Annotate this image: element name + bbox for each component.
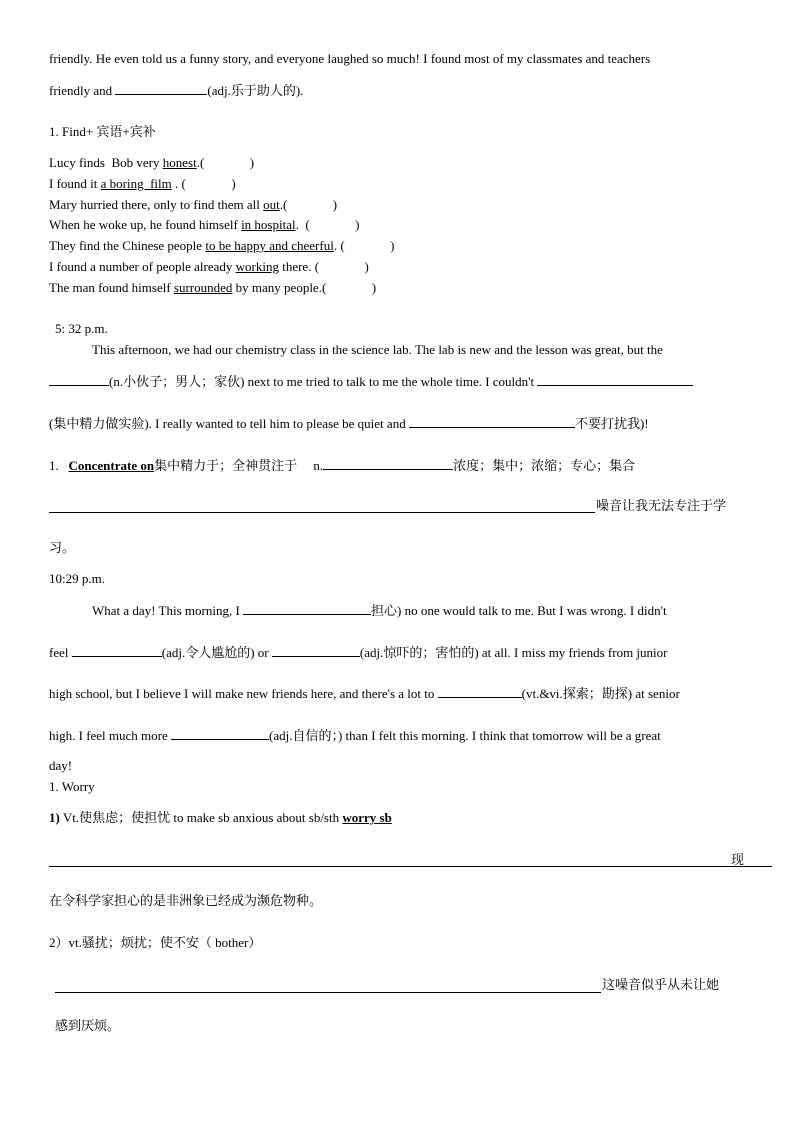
blank-frightened[interactable] (272, 644, 360, 657)
text: high school, but I believe I will make new friends here, and there's a lot to (49, 686, 435, 701)
example-text: The man found himself (49, 279, 174, 295)
blank-confident[interactable] (171, 727, 269, 740)
blank-concentration[interactable] (323, 457, 453, 470)
keyword-worry-sb: worry sb (342, 810, 392, 825)
item-number: 1. (49, 458, 59, 473)
find-example (49, 176, 236, 192)
concentrate-line (49, 457, 635, 474)
answer-bracket[interactable]: there. ( ) (278, 259, 369, 274)
text: (adj.令人尴尬的) or (161, 645, 269, 660)
entry-time-1029: 10:29 p.m. (49, 571, 105, 586)
object-complement: in hospital (241, 217, 296, 233)
example-text: When he woke up, he found himself (49, 217, 242, 233)
object-complement: to be happy and cheerful (205, 238, 334, 254)
find-example (49, 280, 376, 296)
entry2-line-1: This afternoon, we had our chemistry class in the science lab. The lab is new and the lesson was great, but the (92, 342, 663, 357)
answer-bracket[interactable]: . ( ) (295, 217, 360, 233)
entry2-line-2 (49, 373, 693, 390)
blank-guy[interactable] (49, 373, 109, 386)
translation-prompt-3: 这噪音似乎从未让她 (602, 977, 720, 992)
text: (集中精力做实验). I really wanted to tell him to please be quiet and (49, 416, 406, 431)
example-text: They find the Chinese people (49, 238, 206, 254)
translation-line-2[interactable] (49, 866, 772, 867)
object-complement: honest (162, 155, 197, 170)
answer-bracket[interactable]: by many people.( ) (232, 279, 377, 295)
text: (adj.自信的；) than I felt this morning. I think that tomorrow will be a great (269, 728, 661, 743)
text: 不要打扰我)! (574, 416, 649, 431)
text: What a day! This morning, I (92, 603, 240, 618)
find-heading: 1. Find+ 宾语+宾补 (49, 124, 156, 139)
translation-prompt-1-cont: 习。 (49, 540, 76, 555)
translation-line-1[interactable] (49, 512, 595, 513)
worry-def-1 (49, 810, 392, 826)
blank-embarrassing[interactable] (72, 644, 162, 657)
translation-prompt-1: 噪音让我无法专注于学 (596, 498, 727, 513)
def-text: Vt.使焦虑；使担忧 to make sb anxious about sb/sth (59, 810, 343, 825)
find-example (49, 238, 395, 254)
object-complement: surrounded (173, 279, 233, 295)
text: feel (49, 645, 69, 660)
answer-bracket[interactable]: .( ) (279, 196, 338, 212)
paragraph-line-1: friendly. He even told us a funny story, and everyone laughed so much! I found most of my classmates and teachers (49, 51, 651, 66)
find-example (49, 197, 337, 213)
blank-helpful[interactable] (115, 82, 207, 95)
object-complement: out (263, 196, 280, 212)
text: high. I feel much more (49, 728, 168, 743)
example-text: Mary hurried there, only to find them all (49, 196, 264, 212)
answer-bracket[interactable]: .( ) (196, 155, 255, 170)
hint: (adj.乐于助人的). (207, 83, 304, 98)
blank-worried[interactable] (243, 602, 371, 615)
translation-prompt-3-cont: 感到厌烦。 (55, 1018, 121, 1033)
entry3-line-4 (49, 727, 661, 744)
paragraph-line-2 (49, 82, 303, 99)
entry3-line-1 (92, 602, 667, 619)
example-text: Lucy finds Bob very (49, 155, 163, 170)
def-number: 1) (49, 810, 60, 825)
entry2-line-3 (49, 415, 649, 432)
blank-dont-disturb[interactable] (409, 415, 575, 428)
noun-meaning: 浓度；集中；浓缩；专心；集合 (453, 458, 636, 473)
entry-time-532: 5: 32 p.m. (55, 321, 108, 336)
object-complement: a boring film (100, 175, 172, 191)
find-example (49, 217, 360, 233)
entry3-line-3 (49, 685, 680, 702)
entry3-line-2 (49, 644, 667, 661)
find-example (49, 259, 369, 275)
worry-heading: 1. Worry (49, 779, 95, 794)
text: friendly and (49, 83, 113, 98)
find-example (49, 155, 254, 171)
example-text: I found it (49, 175, 101, 191)
answer-bracket[interactable]: . ( ) (333, 238, 395, 254)
text: (n.小伙子；男人；家伙) next to me tried to talk to me the whole time. I couldn't (109, 374, 535, 389)
noun-label: n. (313, 458, 324, 473)
translation-prompt-2-cont: 在令科学家担心的是非洲象已经成为濒危物种。 (49, 893, 323, 908)
worry-def-2: 2）vt.骚扰；烦扰；使不安（ bother） (49, 935, 262, 950)
example-text: I found a number of people already (49, 259, 236, 274)
object-complement: working (235, 259, 279, 274)
entry3-line-5: day! (49, 758, 73, 773)
blank-explore[interactable] (438, 685, 522, 698)
text: (adj.惊吓的；害怕的) at all. I miss my friends from junior (359, 645, 668, 660)
blank-concentrate[interactable] (537, 373, 693, 386)
answer-bracket[interactable]: . ( ) (171, 175, 236, 191)
text: 担心) no one would talk to me. But I was wrong. I didn't (371, 603, 667, 618)
text: (vt.&vi.探索；勘探) at senior (521, 686, 680, 701)
meaning: 集中精力于；全神贯注于 (154, 458, 298, 473)
translation-prompt-2: 现 (731, 852, 745, 867)
keyword-concentrate-on: Concentrate on (68, 458, 155, 473)
translation-line-3[interactable] (55, 992, 601, 993)
